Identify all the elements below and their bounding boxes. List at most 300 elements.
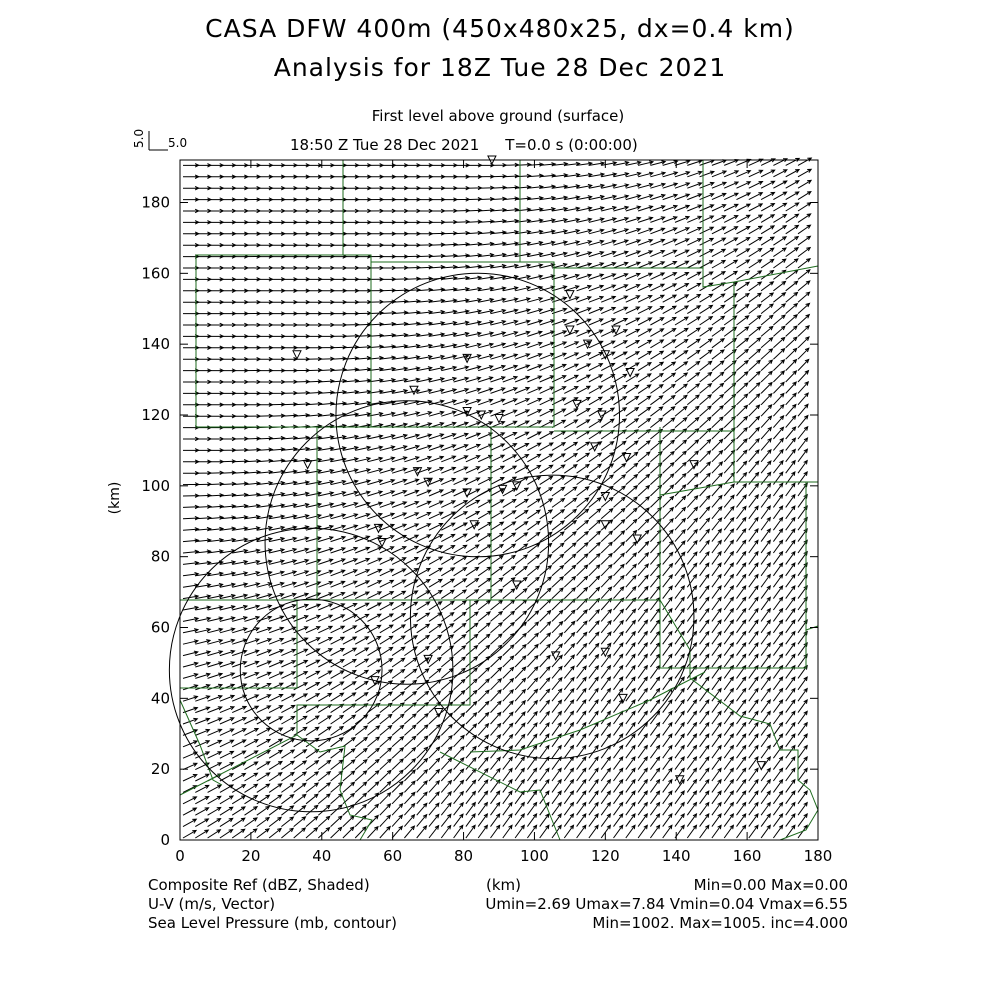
wind-vector xyxy=(540,387,554,393)
wind-vector xyxy=(208,808,221,816)
wind-vector xyxy=(761,734,770,747)
wind-vector xyxy=(183,830,196,838)
wind-vector xyxy=(737,552,746,565)
wind-vector xyxy=(429,602,442,610)
wind-vector xyxy=(466,579,479,588)
wind-vector xyxy=(466,467,480,473)
wind-vector xyxy=(454,747,464,759)
wind-vector xyxy=(355,570,369,576)
wind-vector xyxy=(540,723,549,736)
wind-vector xyxy=(417,535,431,542)
wind-vector xyxy=(540,814,549,827)
wind-vector xyxy=(454,545,467,553)
wind-vector xyxy=(724,260,737,268)
wind-vector xyxy=(737,249,750,257)
wind-vector xyxy=(675,395,687,405)
wind-vector xyxy=(257,706,271,713)
wind-vector xyxy=(540,678,550,690)
wind-vector xyxy=(318,794,330,804)
wind-vector xyxy=(577,610,588,621)
wind-vector xyxy=(552,588,563,599)
wind-vector xyxy=(773,315,785,325)
wind-vector xyxy=(724,711,733,724)
wind-vector xyxy=(368,659,381,667)
wind-vector xyxy=(306,716,319,724)
wind-vector xyxy=(552,780,561,793)
wind-vector xyxy=(749,495,759,508)
wind-vector xyxy=(700,205,714,211)
wind-vector xyxy=(712,620,721,633)
wind-vector xyxy=(454,601,466,610)
wind-vector xyxy=(564,375,578,382)
wind-vector xyxy=(601,498,613,508)
wind-vector xyxy=(540,689,550,701)
wind-vector xyxy=(761,282,773,291)
wind-vector xyxy=(638,530,649,541)
wind-vector xyxy=(700,746,709,759)
wind-vector xyxy=(527,622,538,633)
chart-title-line2: Analysis for 18Z Tue 28 Dec 2021 xyxy=(273,53,727,82)
wind-vector xyxy=(515,634,526,645)
wind-vector xyxy=(675,519,685,531)
wind-vector xyxy=(269,706,283,713)
wind-vector xyxy=(404,658,416,667)
wind-vector xyxy=(183,786,197,793)
wind-vector xyxy=(700,541,710,553)
wind-vector xyxy=(614,497,626,507)
wind-vector xyxy=(773,689,782,702)
wind-vector xyxy=(429,736,440,747)
wind-vector xyxy=(392,737,403,747)
wind-vector xyxy=(712,734,721,747)
wind-vector xyxy=(663,373,676,382)
wind-vector xyxy=(773,237,786,245)
wind-vector xyxy=(650,598,660,610)
wind-vector xyxy=(773,203,786,211)
wind-vector xyxy=(724,462,734,474)
wind-vector xyxy=(626,620,636,632)
wind-vector xyxy=(712,609,721,622)
wind-vector xyxy=(749,461,759,473)
site-marker xyxy=(690,461,698,469)
wind-vector xyxy=(737,405,748,416)
wind-vector xyxy=(478,534,491,542)
wind-vector xyxy=(663,734,672,747)
wind-vector xyxy=(700,440,711,451)
wind-vector xyxy=(564,746,573,759)
wind-vector xyxy=(712,272,725,280)
wind-vector xyxy=(626,814,635,827)
wind-vector xyxy=(515,566,527,576)
wind-vector xyxy=(737,227,750,234)
wind-vector xyxy=(183,629,198,633)
wind-vector xyxy=(368,581,382,588)
wind-vector xyxy=(761,259,774,268)
wind-vector xyxy=(737,417,748,428)
wind-vector xyxy=(294,750,307,758)
wind-vector xyxy=(343,782,355,792)
wind-vector xyxy=(675,575,684,588)
wind-vector xyxy=(601,666,610,679)
wind-vector xyxy=(491,623,503,633)
wind-vector xyxy=(478,467,492,474)
wind-vector xyxy=(491,645,502,655)
wind-vector xyxy=(281,784,293,793)
wind-vector xyxy=(552,510,564,519)
wind-vector xyxy=(466,646,478,656)
wind-vector xyxy=(737,540,746,553)
wind-vector xyxy=(601,565,612,576)
wind-vector xyxy=(626,408,639,417)
wind-vector xyxy=(441,635,453,644)
wind-vector xyxy=(724,182,738,188)
wind-vector xyxy=(306,671,320,678)
wind-vector xyxy=(527,656,538,667)
wind-vector xyxy=(404,826,414,838)
wind-vector xyxy=(761,677,770,690)
wind-vector xyxy=(503,466,516,473)
wind-vector xyxy=(552,700,562,712)
wind-vector xyxy=(392,614,405,622)
wind-vector xyxy=(306,638,320,644)
wind-vector xyxy=(503,410,517,416)
wind-vector xyxy=(798,814,807,827)
wind-vector xyxy=(786,677,795,690)
wind-vector xyxy=(786,214,799,222)
wind-vector xyxy=(466,803,475,816)
wind-vector xyxy=(724,620,733,633)
wind-vector xyxy=(503,814,512,827)
wind-vector xyxy=(798,689,807,702)
wind-vector xyxy=(589,655,599,667)
wind-vector xyxy=(478,746,488,758)
wind-vector xyxy=(269,784,282,793)
field1-stats: Min=0.00 Max=0.00 xyxy=(693,876,848,894)
wind-vector xyxy=(564,565,575,575)
wind-vector xyxy=(614,509,625,519)
wind-vector xyxy=(331,649,344,656)
wind-vector xyxy=(650,654,659,667)
wind-vector xyxy=(540,700,550,712)
wind-vector xyxy=(281,828,293,838)
x-tick-label: 160 xyxy=(732,847,762,865)
wind-vector xyxy=(773,575,782,588)
wind-vector xyxy=(601,554,612,565)
wind-vector xyxy=(601,734,610,747)
wind-vector xyxy=(700,305,713,313)
wind-vector xyxy=(540,499,553,508)
wind-vector xyxy=(786,540,795,553)
wind-vector xyxy=(417,691,429,701)
wind-vector xyxy=(404,636,417,645)
wind-vector xyxy=(257,672,271,678)
wind-vector xyxy=(626,318,640,325)
wind-vector xyxy=(700,518,710,530)
wind-vector xyxy=(712,552,721,565)
wind-vector xyxy=(786,337,797,348)
wind-vector xyxy=(675,351,688,360)
wind-vector xyxy=(417,680,429,690)
wind-vector xyxy=(577,825,586,838)
wind-vector xyxy=(773,338,784,348)
wind-vector xyxy=(798,438,808,450)
wind-vector xyxy=(614,621,624,633)
wind-vector xyxy=(712,780,721,793)
wind-vector xyxy=(773,700,782,713)
wind-vector xyxy=(540,555,552,565)
wind-vector xyxy=(798,259,810,268)
wind-vector xyxy=(638,363,651,371)
wind-vector xyxy=(454,724,465,735)
wind-vector xyxy=(663,508,674,519)
wind-vector xyxy=(663,418,675,428)
wind-vector xyxy=(675,250,689,257)
wind-vector xyxy=(380,759,391,769)
wind-vector xyxy=(454,523,467,530)
wind-vector xyxy=(601,587,611,599)
wind-vector xyxy=(626,352,639,360)
wind-vector xyxy=(737,643,746,656)
wind-vector xyxy=(577,632,587,644)
wind-vector xyxy=(786,326,797,336)
wind-vector xyxy=(663,474,674,485)
wind-vector xyxy=(601,419,614,427)
wind-vector xyxy=(724,586,733,599)
wind-vector xyxy=(478,612,490,622)
wind-vector xyxy=(626,441,638,450)
wind-vector xyxy=(380,726,392,736)
wind-vector xyxy=(663,407,675,416)
wind-vector xyxy=(650,768,659,781)
wind-vector xyxy=(281,817,293,827)
wind-vector xyxy=(589,576,600,587)
wind-vector xyxy=(737,327,749,336)
wind-vector xyxy=(663,609,672,622)
wind-vector xyxy=(343,615,357,622)
wind-vector xyxy=(687,295,700,303)
wind-vector xyxy=(245,740,258,747)
wind-vector xyxy=(589,757,598,770)
wind-vector xyxy=(724,249,737,257)
wind-vector xyxy=(404,513,418,519)
wind-vector xyxy=(515,791,524,804)
wind-vector xyxy=(454,691,465,702)
wind-vector xyxy=(712,825,721,838)
wind-vector xyxy=(626,307,640,314)
wind-vector xyxy=(712,814,721,827)
wind-vector xyxy=(724,271,737,279)
wind-vector xyxy=(650,586,660,598)
wind-vector xyxy=(786,814,795,827)
wind-vector xyxy=(798,404,808,416)
wind-vector xyxy=(552,487,565,496)
wind-vector xyxy=(441,814,451,826)
wind-vector xyxy=(638,791,647,804)
wind-vector xyxy=(577,700,586,713)
wind-vector xyxy=(540,780,549,793)
wind-vector xyxy=(761,632,770,645)
wind-vector xyxy=(564,633,574,645)
wind-vector xyxy=(650,609,659,622)
wind-vector xyxy=(663,620,672,633)
y-tick-label: 0 xyxy=(160,831,170,849)
wind-vector xyxy=(724,518,734,530)
wind-vector xyxy=(454,769,464,781)
wind-vector xyxy=(232,829,245,838)
wind-vector xyxy=(269,750,282,758)
wind-vector xyxy=(638,711,647,724)
wind-vector xyxy=(687,373,699,382)
wind-vector xyxy=(368,592,382,599)
wind-vector xyxy=(712,339,724,348)
wind-vector xyxy=(749,349,761,359)
wind-vector xyxy=(245,773,258,781)
wind-vector xyxy=(478,701,489,712)
wind-vector xyxy=(650,757,659,770)
wind-vector xyxy=(712,529,722,541)
wind-vector xyxy=(589,644,599,656)
wind-vector xyxy=(380,692,392,701)
site-marker xyxy=(601,521,609,529)
wind-vector xyxy=(577,420,590,428)
y-tick-label: 80 xyxy=(150,547,170,566)
wind-vector xyxy=(798,734,807,747)
wind-vector xyxy=(712,439,723,450)
wind-vector xyxy=(737,204,751,211)
wind-vector xyxy=(404,680,416,689)
wind-vector xyxy=(798,337,809,348)
wind-vector xyxy=(466,545,479,553)
wind-vector xyxy=(737,294,750,303)
wind-vector xyxy=(564,825,573,838)
wind-vector xyxy=(786,304,798,314)
wind-vector xyxy=(417,826,427,838)
wind-vector xyxy=(331,716,344,725)
wind-vector xyxy=(737,654,746,667)
wind-vector xyxy=(712,757,721,770)
wind-vector xyxy=(761,360,772,371)
wind-vector xyxy=(614,803,623,816)
wind-vector xyxy=(749,575,758,588)
wind-vector xyxy=(515,555,527,564)
wind-vector xyxy=(675,564,685,576)
wind-vector xyxy=(503,690,513,701)
wind-vector xyxy=(786,427,796,439)
wind-vector xyxy=(589,803,598,816)
wind-vector xyxy=(614,677,623,690)
wind-vector xyxy=(650,329,663,337)
wind-vector xyxy=(687,507,697,519)
wind-vector xyxy=(417,647,429,656)
wind-vector xyxy=(552,476,565,485)
wind-vector xyxy=(306,750,319,759)
wind-vector xyxy=(675,530,685,542)
wind-vector xyxy=(306,660,320,667)
wind-vector xyxy=(614,542,625,553)
wind-vector xyxy=(614,565,625,576)
wind-vector xyxy=(454,657,466,667)
wind-vector xyxy=(515,589,527,599)
wind-vector xyxy=(663,757,672,770)
wind-vector xyxy=(318,682,331,690)
wind-vector xyxy=(650,643,659,656)
wind-vector xyxy=(392,793,403,804)
wind-vector xyxy=(749,620,758,633)
wind-vector xyxy=(564,768,573,781)
wind-vector xyxy=(650,318,663,325)
wind-vector xyxy=(786,461,795,474)
wind-vector xyxy=(417,624,430,633)
wind-vector xyxy=(220,740,234,747)
wind-vector xyxy=(700,473,711,484)
wind-vector xyxy=(294,795,306,804)
wind-vector xyxy=(478,645,489,655)
wind-vector xyxy=(331,738,343,747)
wind-vector xyxy=(749,249,762,257)
wind-vector xyxy=(503,455,517,462)
wind-vector xyxy=(737,282,750,291)
wind-vector xyxy=(392,647,405,656)
wind-vector xyxy=(306,772,318,781)
wind-vector xyxy=(773,643,782,656)
wind-vector xyxy=(663,396,675,405)
wind-vector xyxy=(712,406,723,416)
wind-vector xyxy=(552,532,564,542)
wind-vector xyxy=(786,746,795,759)
wind-vector xyxy=(589,375,602,382)
wind-vector xyxy=(761,529,770,542)
wind-vector xyxy=(589,353,603,360)
wind-vector xyxy=(552,499,564,508)
wind-vector xyxy=(761,484,770,497)
wind-vector xyxy=(724,768,733,781)
wind-vector xyxy=(429,635,441,644)
wind-vector xyxy=(650,385,663,394)
wind-vector xyxy=(773,563,782,576)
wind-vector xyxy=(294,828,306,838)
wind-vector xyxy=(798,359,809,370)
wind-vector xyxy=(540,476,553,484)
wind-vector xyxy=(786,518,795,531)
wind-vector xyxy=(515,701,525,713)
wind-vector xyxy=(515,432,529,439)
wind-vector xyxy=(700,406,712,416)
wind-vector xyxy=(589,768,598,781)
wind-vector xyxy=(220,718,234,724)
wind-vector xyxy=(306,683,319,690)
x-tick-label: 180 xyxy=(803,847,833,865)
wind-vector xyxy=(650,620,659,633)
wind-vector xyxy=(552,610,563,621)
wind-vector xyxy=(454,590,467,599)
wind-vector xyxy=(675,746,684,759)
wind-vector xyxy=(466,814,475,827)
wind-vector xyxy=(626,609,636,621)
wind-vector xyxy=(281,661,295,667)
wind-vector xyxy=(663,496,674,507)
wind-vector xyxy=(773,825,782,838)
wind-vector xyxy=(773,382,784,393)
wind-vector xyxy=(355,603,369,610)
wind-vector xyxy=(491,825,500,838)
wind-vector xyxy=(318,626,332,632)
wind-vector xyxy=(724,216,738,223)
wind-vector xyxy=(540,544,552,554)
wind-vector xyxy=(786,472,795,485)
wind-vector xyxy=(441,725,452,736)
wind-vector xyxy=(712,597,721,610)
wind-vector xyxy=(368,726,380,736)
